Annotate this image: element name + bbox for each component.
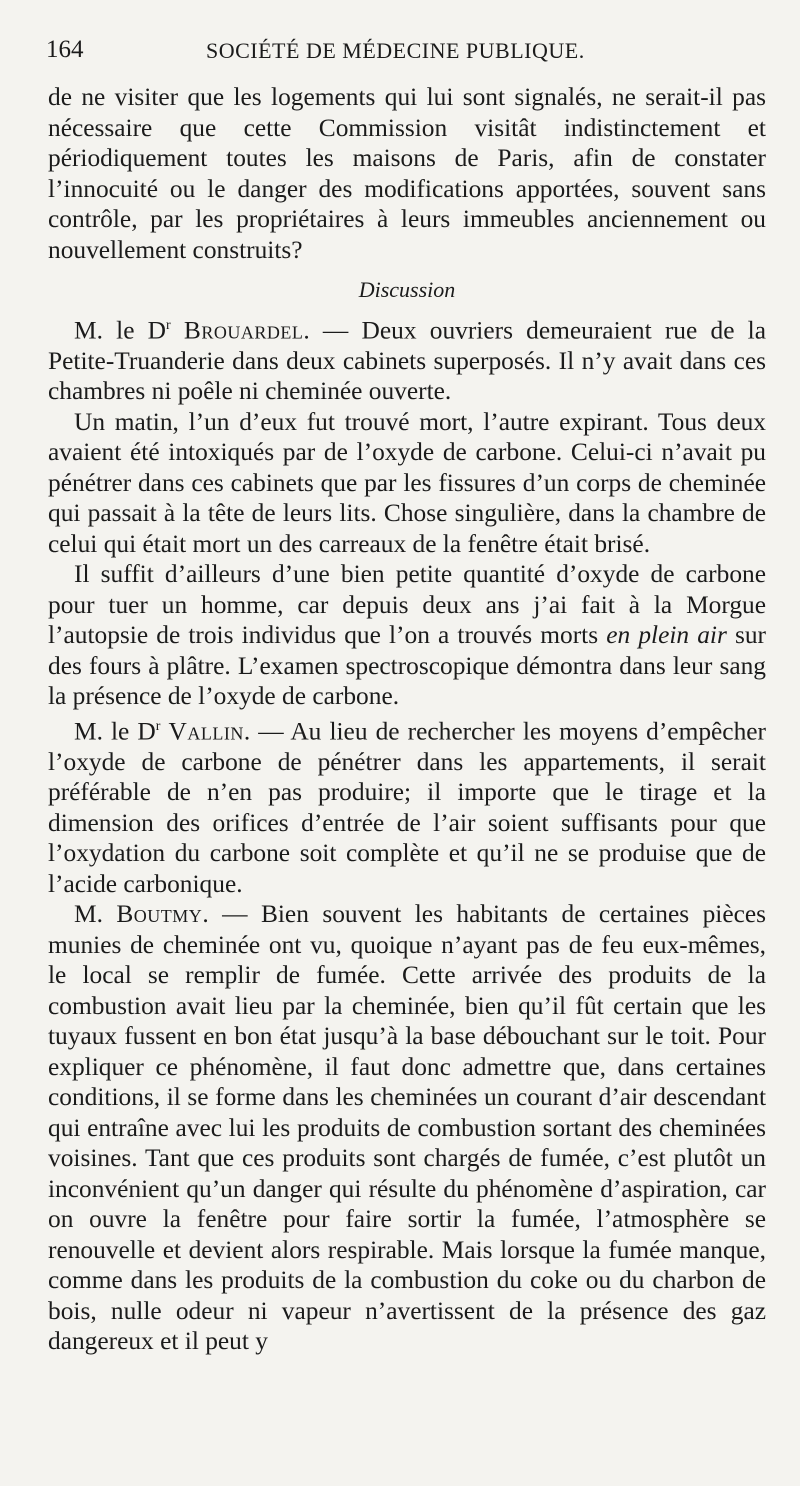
running-head: SOCIÉTÉ DE MÉDECINE PUBLIQUE. <box>206 38 585 63</box>
paragraph-suffit <box>48 559 766 712</box>
speaker-prefix: M. le D <box>74 316 167 345</box>
speaker-prefix: M. <box>74 900 117 929</box>
page-header <box>46 36 766 72</box>
paragraph-text-before: Il suffit d’ailleurs d’une bien petite quantité d’oxyde de carbone pour tuer un homme, car depuis deux ans j’ai fait à la Morgue l’autopsie de trois individus que l’on a trouvés morts <box>48 560 766 650</box>
speech-text: Au lieu de rechercher les moyens d’empêcher l’oxyde de carbone de pénétrer dans les appartements, il serait préférable de n’en pas produire; il importe que le tirage et la dimension des orifices d’entrée de l’air soient suffisants pour que l’oxydation du carbone soit complète et qu’il ne se produise que de l’acide carbonique. <box>48 717 766 898</box>
speaker-name: Boutmy <box>116 900 203 929</box>
speaker-name: Brouardel <box>183 316 304 345</box>
speaker-name: Vallin <box>168 717 244 746</box>
speaker-dash: . — <box>243 717 291 746</box>
page-number: 164 <box>46 36 84 63</box>
paragraph-matin: Un matin, l’un d’eux fut trouvé mort, l’autre expirant. Tous deux avaient été intoxiqués par de l’oxyde de carbone. Celui-ci n’avait pu pénétrer dans ces cabinets que par les fissures d’un corps de cheminée qui passait à la tête de leurs lits. Chose singulière, dans la chambre de celui qui était mort un des carreaux de la fenêtre était brisé. <box>48 407 766 558</box>
speaker-title-superscript: r <box>155 718 161 734</box>
section-title: Discussion <box>358 277 456 302</box>
intro-paragraph: de ne visiter que les logements qui lui sont signalés, ne serait-il pas nécessaire que cette Commission visitât indistinctement et périodiquement toutes les maisons de Paris, afin de constater l’innocuité ou le danger des modifications apportées, souvent sans contrôle, par les propriétaires à leurs immeubles anciennement ou nouvellement construits? <box>48 83 766 264</box>
brouardel-paragraph <box>48 311 766 407</box>
paragraph-text-after: sur des fours à plâtre. L’examen spectroscopique démontra dans leur sang la présence de l’oxyde de carbone. <box>48 621 766 711</box>
speaker-dash: . — <box>303 316 362 345</box>
speaker-dash: . — <box>202 900 261 929</box>
speaker-title-superscript: r <box>166 318 171 333</box>
speaker-prefix: M. le D <box>74 717 156 746</box>
speech-text: Bien souvent les habitants de certaines pièces munies de cheminée ont vu, quoique n’ayant pas de feu eux-mêmes, le local se remplir de fumée. Cette arrivée des produits de la combustion avait lieu par la cheminée, bien qu’il fût certain que les tuyaux fussent en bon état jusqu’à la base débouchant sur le toit. Pour expliquer ce phénomène, il faut donc admettre que, dans certaines conditions, il se forme dans les cheminées un courant d’air descendant qui entraîne avec lui les produits de combustion sortant des cheminées voisines. Tant que ces produits sont chargés de fumée, c’est plutôt un inconvénient qu’un danger qui résulte du phénomène d’aspiration, car on ouvre la fenêtre pour faire sortir la fumée, l’atmosphère se renouvelle et devient alors respirable. Mais lorsque la fumée manque, comme dans les produits de la combustion du coke ou du charbon de bois, nulle odeur ni vapeur n’avertissent de la présence des gaz dangereux et il peut y <box>48 900 767 1356</box>
italic-phrase: en plein air <box>606 621 727 650</box>
boutmy-paragraph <box>48 899 766 1357</box>
speech-text: Deux ouvriers demeuraient rue de la Petite-Truanderie dans deux cabinets superposés. Il n’y avait dans ces chambres ni poêle ni cheminée ouverte. <box>48 316 766 406</box>
body-text <box>48 82 766 1357</box>
vallin-paragraph <box>48 712 766 899</box>
